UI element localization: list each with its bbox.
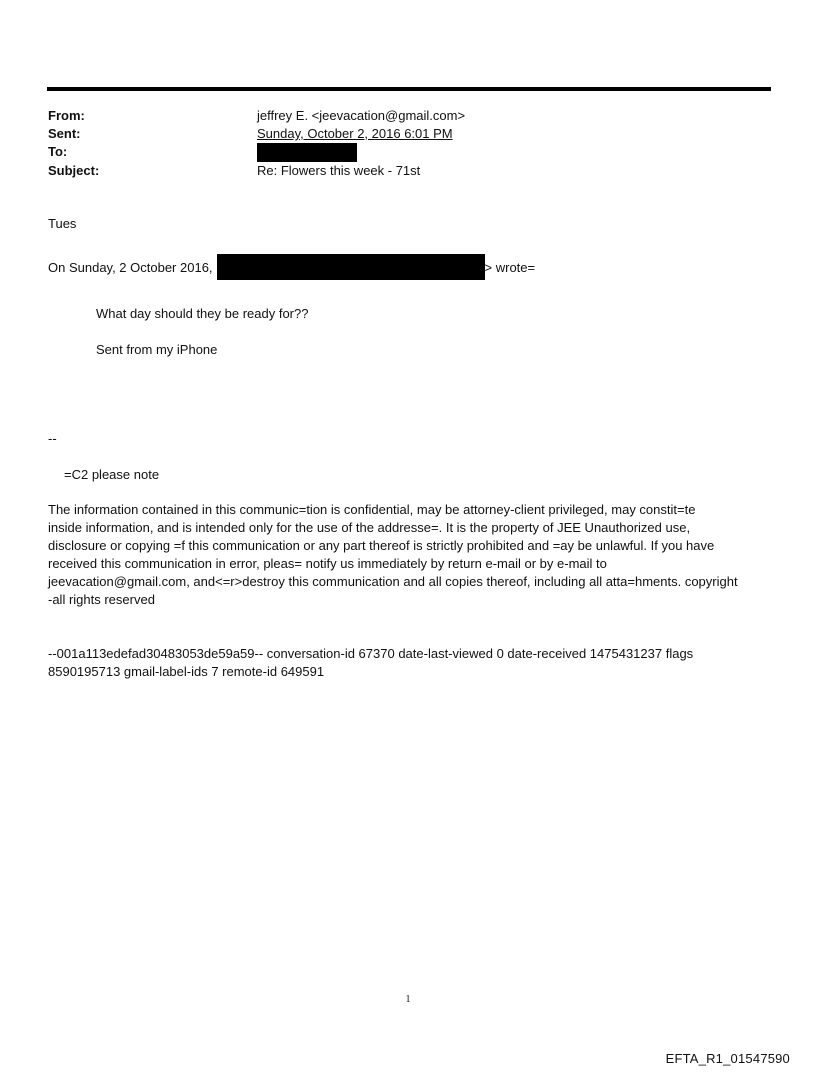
please-note: =C2 please note: [64, 467, 160, 482]
disclaimer-line: -all rights reserved: [48, 592, 155, 607]
sent-row: [48, 124, 768, 143]
from-label: From:: [48, 108, 85, 123]
message-metadata: [48, 645, 772, 681]
subject-label: Subject:: [48, 163, 100, 178]
to-value: [257, 142, 357, 162]
sent-label: Sent:: [48, 126, 81, 141]
disclaimer-line: The information contained in this communic=tion is confidential, may be attorney-client privileged, may constit=te: [48, 502, 696, 517]
disclaimer-line: inside information, and is intended only for the use of the addresse=. It is the property of JEE Unauthorized use,: [48, 520, 691, 535]
header-rule: [47, 87, 771, 91]
from-value: jeffrey E. <jeevacation@gmail.com>: [257, 108, 466, 123]
quoted-question: What day should they be ready for??: [96, 306, 309, 321]
reply-text: Tues: [48, 216, 77, 231]
to-row: [48, 142, 768, 161]
document-id: EFTA_R1_01547590: [665, 1051, 790, 1066]
quote-intro-prefix: On Sunday, 2 October 2016,: [48, 260, 213, 275]
metadata-line: --001a113edefad30483053de59a59-- conversation-id 67370 date-last-viewed 0 date-received 1475431237 flags: [48, 646, 694, 661]
quote-intro: [48, 254, 535, 280]
sender-redaction: [217, 254, 485, 280]
disclaimer-line: received this communication in error, pleas= notify us immediately by return e-mail or by e-mail to: [48, 556, 607, 571]
subject-value: Re: Flowers this week - 71st: [257, 163, 421, 178]
from-row: [48, 106, 768, 125]
disclaimer: [48, 501, 772, 609]
to-redaction: [257, 143, 357, 162]
sent-value: Sunday, October 2, 2016 6:01 PM: [257, 126, 453, 141]
signature-separator: --: [48, 431, 57, 446]
to-label: To:: [48, 144, 68, 159]
disclaimer-line: jeevacation@gmail.com, and<=r>destroy this communication and all copies thereof, including all atta=hments. copyright: [48, 574, 738, 589]
page-number: 1: [405, 994, 411, 1005]
disclaimer-line: disclosure or copying =f this communication or any part thereof is strictly prohibited and =ay be unlawful. If you have: [48, 538, 715, 553]
subject-row: [48, 161, 768, 180]
quote-intro-suffix: > wrote=: [484, 260, 536, 275]
quoted-signature: Sent from my iPhone: [96, 342, 218, 357]
metadata-line: 8590195713 gmail-label-ids 7 remote-id 649591: [48, 664, 325, 679]
